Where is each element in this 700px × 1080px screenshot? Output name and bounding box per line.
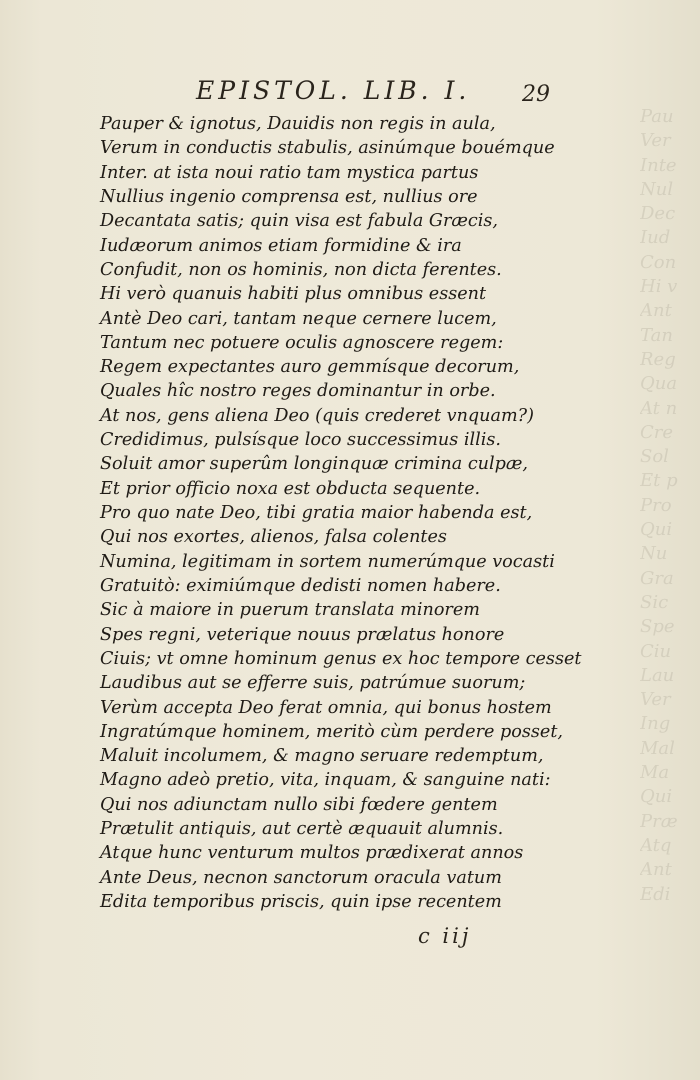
verse-line: Verùm accepta Deo ferat omnia, qui bonus hostem bbox=[100, 697, 552, 718]
verse-line: Ciuis; vt omne hominum genus ex hoc tempore cesset bbox=[100, 648, 582, 669]
verse-line: Sic à maiore in puerum translata minorem bbox=[100, 600, 480, 621]
verse-line: Qui nos adiunctam nullo sibi fœdere gentem bbox=[100, 794, 498, 815]
verse-line: Qui nos exortes, alienos, falsa colentes bbox=[100, 527, 447, 548]
verse-line: Credidimus, pulsísque loco successimus illis. bbox=[100, 430, 501, 451]
verse-line: Maluit incolumem, & magno seruare redemptum, bbox=[100, 746, 544, 767]
verse-line: Decantata satis; quin visa est fabula Græcis, bbox=[100, 211, 498, 232]
verse-line: Prætulit antiquis, aut certè æquauit alumnis. bbox=[100, 819, 504, 840]
verse-line: Pro quo nate Deo, tibi gratia maior habenda est, bbox=[100, 503, 533, 523]
page-number: 29 bbox=[522, 82, 550, 107]
verse-line: Nullius ingenio comprensa est, nullius ore bbox=[100, 186, 478, 207]
verse-line: Edita temporibus priscis, quin ipse recentem bbox=[100, 892, 502, 912]
verse-line: Pauper & ignotus, Dauidis non regis in aula, bbox=[100, 114, 496, 134]
verse-line: Soluit amor superûm longinquæ crimina culpæ, bbox=[100, 454, 529, 475]
verse-line: Tantum nec potuere oculis agnoscere regem: bbox=[100, 332, 504, 353]
verse-text bbox=[100, 112, 582, 914]
verse-line: Gratuitò: eximiúmque dedisti nomen habere. bbox=[100, 575, 501, 596]
verse-line: Hi verò quanuis habiti plus omnibus essent bbox=[100, 284, 487, 305]
verse-line: Magno adeò pretio, vita, inquam, & sanguine nati: bbox=[100, 770, 551, 791]
verse-line: Atque hunc venturum multos prædixerat annos bbox=[100, 843, 524, 864]
verse-line: Spes regni, veterique nouus prælatus honore bbox=[100, 624, 505, 645]
verse-line: Iudæorum animos etiam formidine & ira bbox=[100, 235, 462, 256]
verse-line: Et prior officio noxa est obducta sequente. bbox=[100, 478, 481, 499]
show-through-text: Pau Ver Inte Nul Dec Iud Con Hi v Ant Tan Reg Qua At n Cre Sol Et p Pro Qui Nu Gra Sic Spe Ciu Lau Ver Ing Mal Ma Qui Præ Atq Ant Edi bbox=[640, 106, 678, 905]
verse-line: Confudit, non os hominis, non dicta ferentes. bbox=[100, 259, 502, 280]
verse-line: Laudibus aut se efferre suis, patrúmue suorum; bbox=[100, 673, 526, 694]
verse-line: Ante Deus, necnon sanctorum oracula vatum bbox=[100, 867, 502, 888]
verse-line: Regem expectantes auro gemmísque decorum, bbox=[100, 357, 520, 378]
verse-line: Verum in conductis stabulis, asinúmque bouémque bbox=[100, 138, 555, 159]
verse-line: Quales hîc nostro reges dominantur in orbe. bbox=[100, 381, 496, 402]
verse-line: Antè Deo cari, tantam neque cernere lucem, bbox=[100, 308, 497, 329]
verse-line: Inter. at ista noui ratio tam mystica partus bbox=[100, 162, 479, 183]
verse-line: Numina, legitimam in sortem numerúmque vocasti bbox=[100, 551, 555, 572]
verse-line: At nos, gens aliena Deo (quis crederet vnquam?) bbox=[100, 405, 534, 426]
signature-mark: c iij bbox=[418, 924, 472, 948]
verse-line: Ingratúmque hominem, meritò cùm perdere posset, bbox=[100, 721, 563, 742]
running-header: EPISTOL. LIB. I. bbox=[196, 76, 471, 105]
